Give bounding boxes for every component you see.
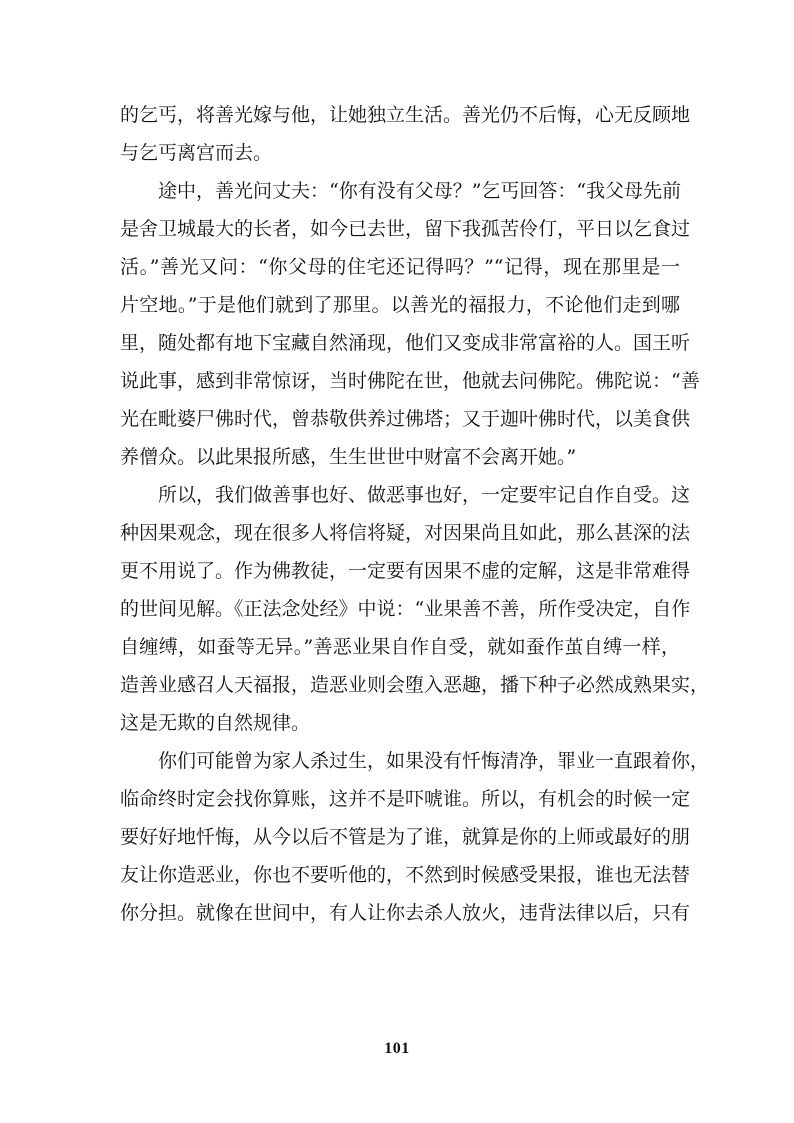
text-line: 造善业感召人天福报，造恶业则会堕入恶趣，播下种子必然成熟果实， [120,674,710,696]
text-line: 这是无欺的自然规律。 [120,712,311,734]
text-line: 你分担。就像在世间中，有人让你去杀人放火，违背法律以后，只有 [120,902,691,924]
text-line: 里，随处都有地下宝藏自然涌现，他们又变成非常富裕的人。国王听 [120,332,691,354]
paragraph-first-line: 你们可能曾为家人杀过生，如果没有忏悔清净，罪业一直跟着你， [158,750,710,772]
text-line: 友让你造恶业，你也不要听他的，不然到时候感受果报，谁也无法替 [120,864,691,886]
text-line: 的世间见解。《正法念处经》中说：“业果善不善，所作受决定，自作 [120,598,691,620]
text-line: 是舍卫城最大的长者，如今已去世，留下我孤苦伶仃，平日以乞食过 [120,218,691,240]
text-line: 片空地。”于是他们就到了那里。以善光的福报力，不论他们走到哪 [120,294,680,316]
text-line: 活。”善光又问：“你父母的住宅还记得吗？”“记得，现在那里是一 [120,256,680,278]
text-line: 养僧众。以此果报所感，生生世世中财富不会离开她。” [120,446,577,468]
page-number: 101 [384,1040,410,1057]
text-line: 光在毗婆尸佛时代，曾恭敬供养过佛塔；又于迦叶佛时代，以美食供 [120,408,691,430]
text-line: 临命终时定会找你算账，这并不是吓唬谁。所以，有机会的时候一定 [120,788,691,810]
text-line: 说此事，感到非常惊讶，当时佛陀在世，他就去问佛陀。佛陀说：“善 [120,370,700,392]
page-body [120,96,710,932]
text-line: 更不用说了。作为佛教徒，一定要有因果不虚的定解，这是非常难得 [120,560,691,582]
paragraph-first-line: 途中，善光问丈夫：“你有没有父母？”乞丐回答：“我父母先前 [158,180,682,202]
text-line: 的乞丐，将善光嫁与他，让她独立生活。善光仍不后悔，心无反顾地 [120,104,691,126]
paragraph-first-line: 所以，我们做善事也好、做恶事也好，一定要牢记自作自受。这 [158,484,691,506]
text-line: 与乞丐离宫而去。 [120,142,273,164]
text-line: 自缠缚，如蚕等无异。”善恶业果自作自受，就如蚕作茧自缚一样， [120,636,680,658]
text-line: 要好好地忏悔，从今以后不管是为了谁，就算是你的上师或最好的朋 [120,826,691,848]
text-line: 种因果观念，现在很多人将信将疑，对因果尚且如此，那么甚深的法 [120,522,691,544]
